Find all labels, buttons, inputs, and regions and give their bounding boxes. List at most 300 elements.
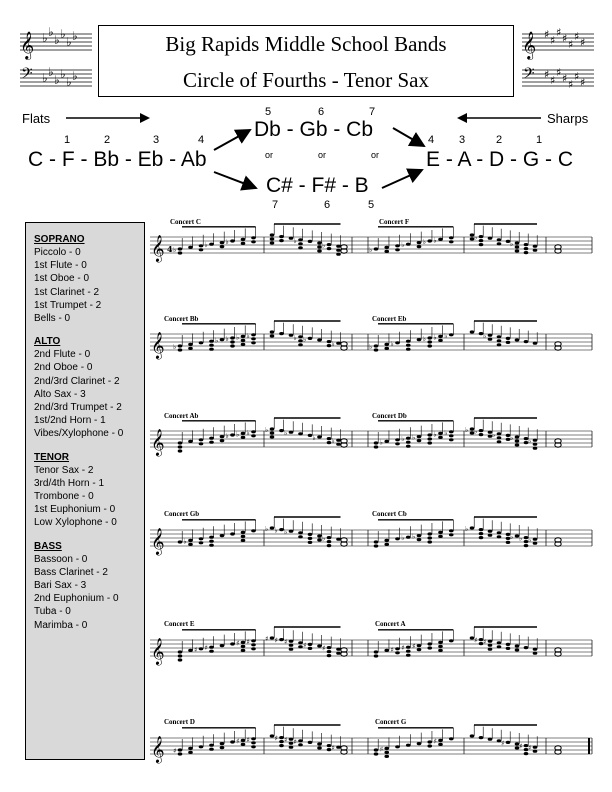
note-head (199, 537, 204, 540)
part-line: 2nd/3rd Trumpet - 2 (34, 402, 122, 414)
note-head (209, 344, 214, 347)
note-head (178, 344, 183, 347)
note-head (506, 741, 511, 744)
flat-icon: ♭ (528, 437, 532, 446)
svg-text:♭: ♭ (66, 75, 72, 89)
note-head (488, 237, 493, 240)
part-line: Tuba - 0 (34, 606, 71, 618)
flat-icon: ♭ (225, 335, 229, 343)
note-head (524, 251, 529, 254)
treble-clef-icon: 𝄞 (151, 737, 165, 763)
note-head (199, 442, 204, 445)
part-line: Bassoon - 0 (34, 553, 88, 565)
note-head (241, 743, 246, 746)
note-head (506, 337, 511, 340)
note-head (449, 639, 454, 642)
part-line: Vibes/Xylophone - 0 (34, 428, 124, 440)
note-head (241, 535, 246, 538)
svg-text:♭: ♭ (66, 35, 72, 49)
flat-icon: ♭ (474, 427, 478, 436)
note-head (384, 747, 389, 750)
note-head (251, 529, 256, 532)
note-head (178, 748, 183, 751)
note-head (209, 748, 214, 751)
note-head (336, 648, 341, 651)
note-head (308, 240, 313, 243)
part-line: Alto Sax - 3 (34, 388, 86, 400)
section-title-bass: BASS (34, 540, 62, 552)
note-head (449, 529, 454, 532)
note-head (438, 339, 443, 342)
part-line: Tenor Sax - 2 (34, 464, 94, 476)
scale-label: Concert Db (372, 412, 407, 420)
note-head (230, 239, 235, 242)
note-head (417, 338, 422, 341)
note-head (241, 238, 246, 241)
note-head (270, 237, 275, 240)
note-head (497, 432, 502, 435)
note-head (395, 647, 400, 650)
note-head (449, 236, 454, 239)
note-head (209, 348, 214, 351)
note-head (488, 644, 493, 647)
sharp-icon: ♯ (194, 645, 198, 654)
note-head (178, 658, 183, 661)
note-head (395, 651, 400, 654)
note-head (427, 540, 432, 543)
sharp-icon: ♯ (519, 742, 523, 751)
svg-text:𝄞: 𝄞 (522, 31, 537, 59)
note-head (449, 434, 454, 437)
part-line: 1st Clarinet - 2 (34, 286, 100, 298)
note-head (438, 739, 443, 742)
flat-icon: ♭ (465, 426, 469, 434)
note-head (374, 344, 379, 347)
note-head (317, 746, 322, 749)
note-head (241, 436, 246, 439)
note-head (209, 646, 214, 649)
note-head (427, 441, 432, 444)
scale-label: Concert E (164, 620, 195, 628)
note-head (327, 540, 332, 543)
note-head (279, 332, 284, 335)
svg-text:♭: ♭ (48, 65, 54, 79)
note-head (479, 429, 484, 432)
note-head (406, 536, 411, 539)
sharp-number: 3 (459, 134, 466, 146)
part-line: 1st Flute - 0 (34, 260, 87, 272)
note-head (178, 650, 183, 653)
note-head (497, 242, 502, 245)
note-head (178, 348, 183, 351)
sharp-icon: ♯ (331, 744, 335, 753)
note-head (220, 241, 225, 244)
note-head (289, 644, 294, 647)
note-head (417, 245, 422, 248)
note-head (251, 341, 256, 344)
note-head (384, 543, 389, 546)
note-head (188, 440, 193, 443)
note-head (298, 432, 303, 435)
note-head (506, 647, 511, 650)
note-head (199, 647, 204, 650)
note-head (270, 334, 275, 337)
note-head (209, 536, 214, 539)
note-head (515, 443, 520, 446)
note-head (178, 449, 183, 452)
note-head (251, 430, 256, 433)
note-head (199, 244, 204, 247)
note-head (384, 343, 389, 346)
note-head (488, 530, 493, 533)
part-line: Low Xylophone - 0 (34, 517, 117, 529)
flat-icon: ♭ (422, 238, 427, 246)
note-head (308, 337, 313, 340)
note-head (533, 439, 538, 442)
note-head (524, 340, 529, 343)
flat-icon: ♭ (474, 233, 478, 242)
flat-icon: ♭ (510, 240, 514, 248)
note-head (188, 347, 193, 350)
note-head (178, 441, 183, 444)
svg-text:♯: ♯ (580, 36, 586, 49)
note-head (406, 437, 411, 440)
note-head (279, 744, 284, 747)
flat-icon: ♭ (465, 525, 469, 533)
note-head (479, 536, 484, 539)
flat-number: 2 (104, 134, 111, 146)
note-head (515, 338, 520, 341)
note-head (427, 437, 432, 440)
scale-label: Concert Ab (164, 412, 199, 420)
part-line: Bells - 0 (34, 313, 71, 325)
note-head (533, 249, 538, 252)
note-head (251, 639, 256, 642)
note-head (417, 435, 422, 438)
svg-text:♯: ♯ (556, 66, 562, 79)
page-title: Big Rapids Middle School Bands (165, 32, 447, 56)
note-head (438, 436, 443, 439)
sharp-icon: ♯ (390, 645, 394, 654)
flat-icon: ♭ (293, 236, 297, 245)
note-head (251, 643, 256, 646)
note-head (308, 741, 313, 744)
note-head (270, 435, 275, 438)
flat-icon: ♭ (183, 537, 187, 546)
lower-number: 7 (272, 199, 279, 211)
section-title-tenor: TENOR (34, 451, 69, 463)
lower-number: 6 (324, 199, 331, 211)
svg-text:𝄢: 𝄢 (523, 65, 535, 86)
note-head (336, 538, 341, 541)
note-head (289, 530, 294, 533)
note-head (374, 752, 379, 755)
section-title-soprano: SOPRANO (34, 234, 85, 245)
note-head (533, 750, 538, 753)
note-head (220, 534, 225, 537)
note-head (199, 541, 204, 544)
part-line: Bass Clarinet - 2 (34, 566, 108, 578)
note-head (327, 646, 332, 649)
note-head (524, 243, 529, 246)
sharp-key-sequence: E - A - D - G - C (426, 148, 574, 171)
note-head (241, 645, 246, 648)
flat-icon: ♭ (246, 428, 250, 437)
svg-text:𝄞: 𝄞 (20, 31, 35, 59)
flat-icon: ♭ (433, 430, 437, 439)
flat-icon: ♭ (433, 236, 437, 245)
svg-text:♭: ♭ (72, 29, 78, 43)
treble-clef-icon: 𝄞 (151, 333, 165, 359)
note-head (438, 641, 443, 644)
note-head (479, 528, 484, 531)
note-head (488, 338, 493, 341)
flat-icon: ♭ (412, 532, 416, 541)
note-head (251, 434, 256, 437)
note-head (497, 238, 502, 241)
flat-icon: ♭ (312, 434, 316, 442)
part-line: Marimba - 0 (34, 619, 88, 631)
note-head (470, 734, 475, 737)
note-head (515, 241, 520, 244)
lower-number: 5 (368, 199, 375, 211)
note-head (336, 253, 341, 256)
note-head (270, 330, 275, 333)
flat-icon: ♭ (379, 438, 384, 447)
flat-icon: ♭ (265, 426, 269, 434)
note-head (515, 245, 520, 248)
note-head (533, 652, 538, 655)
treble-clef-icon: 𝄞 (151, 236, 165, 262)
note-head (449, 430, 454, 433)
note-head (449, 533, 454, 536)
flat-icon: ♭ (369, 246, 373, 254)
note-head (251, 647, 256, 650)
note-head (374, 654, 379, 657)
flat-icon: ♭ (433, 333, 437, 342)
note-head (488, 738, 493, 741)
flat-icon: ♭ (236, 333, 240, 342)
flat-icon: ♭ (322, 241, 326, 250)
note-head (449, 438, 454, 441)
note-head (209, 243, 214, 246)
note-head (479, 532, 484, 535)
note-head (384, 250, 389, 253)
note-head (406, 441, 411, 444)
note-head (241, 531, 246, 534)
note-head (327, 243, 332, 246)
svg-text:♯: ♯ (550, 74, 556, 87)
scale-label: Concert Eb (372, 315, 407, 323)
note-head (427, 536, 432, 539)
flat-icon: ♭ (483, 332, 487, 341)
note-head (317, 742, 322, 745)
note-head (230, 340, 235, 343)
flat-icon: ♭ (401, 534, 405, 543)
note-head (384, 751, 389, 754)
note-head (417, 534, 422, 537)
flat-icon: ♭ (303, 335, 307, 344)
note-head (524, 544, 529, 547)
note-head (270, 233, 275, 236)
page-subtitle: Circle of Fourths - Tenor Sax (182, 68, 430, 92)
note-head (427, 646, 432, 649)
note-head (178, 247, 183, 250)
sharp-number: 4 (428, 134, 435, 146)
note-head (188, 747, 193, 750)
flat-icon: ♭ (331, 340, 335, 349)
note-head (188, 751, 193, 754)
note-head (395, 248, 400, 251)
note-head (533, 648, 538, 651)
note-head (220, 435, 225, 438)
note-head (298, 535, 303, 538)
note-head (488, 648, 493, 651)
note-head (470, 526, 475, 529)
note-head (230, 344, 235, 347)
part-line: 2nd Euphonium - 0 (34, 593, 119, 605)
note-head (199, 438, 204, 441)
note-head (220, 742, 225, 745)
note-head (497, 440, 502, 443)
note-head (438, 531, 443, 534)
or-label: or (371, 150, 380, 160)
svg-text:𝄢: 𝄢 (21, 65, 33, 86)
note-head (251, 745, 256, 748)
note-head (298, 242, 303, 245)
note-head (524, 752, 529, 755)
note-head (220, 338, 225, 341)
note-head (417, 538, 422, 541)
note-head (406, 445, 411, 448)
note-head (488, 640, 493, 643)
flat-icon: ♭ (528, 536, 532, 545)
note-head (251, 741, 256, 744)
sharp-icon: ♯ (474, 636, 478, 645)
note-head (524, 646, 529, 649)
svg-text:♭: ♭ (54, 33, 60, 47)
note-head (479, 239, 484, 242)
scale-label: Concert G (375, 718, 407, 726)
note-head (230, 336, 235, 339)
note-head (374, 441, 379, 444)
note-head (327, 650, 332, 653)
treble-clef-icon: 𝄞 (151, 430, 165, 456)
note-head (327, 247, 332, 250)
note-head (406, 344, 411, 347)
note-head (209, 744, 214, 747)
note-head (438, 649, 443, 652)
svg-text:♭: ♭ (42, 71, 48, 85)
note-head (241, 649, 246, 652)
note-head (220, 746, 225, 749)
sharp-icon: ♯ (274, 636, 278, 645)
note-head (374, 650, 379, 653)
svg-text:♯: ♯ (580, 76, 586, 89)
note-head (270, 431, 275, 434)
note-head (289, 648, 294, 651)
flat-icon: ♭ (246, 331, 250, 340)
note-head (497, 531, 502, 534)
flat-icon: ♭ (401, 435, 405, 444)
scale-label: Concert D (164, 718, 195, 726)
scale-label: Concert Cb (372, 510, 407, 518)
note-head (298, 246, 303, 249)
note-head (438, 645, 443, 648)
sharp-number: 1 (536, 134, 543, 146)
note-head (178, 251, 183, 254)
note-head (241, 343, 246, 346)
note-head (479, 433, 484, 436)
sharp-icon: ♯ (501, 739, 505, 748)
note-head (515, 648, 520, 651)
flat-icon: ♭ (401, 241, 405, 250)
note-head (406, 243, 411, 246)
scale-label: Concert Bb (164, 315, 199, 323)
note-head (209, 441, 214, 444)
note-head (230, 532, 235, 535)
note-head (241, 335, 246, 338)
part-line: 1st Euphonium - 0 (34, 504, 116, 516)
note-head (308, 541, 313, 544)
note-head (298, 531, 303, 534)
part-line: 2nd Flute - 0 (34, 349, 91, 361)
note-head (533, 542, 538, 545)
note-head (327, 544, 332, 547)
note-head (230, 642, 235, 645)
svg-text:♭: ♭ (42, 31, 48, 45)
note-head (533, 447, 538, 450)
note-head (336, 443, 341, 446)
treble-clef-icon: 𝄞 (151, 529, 165, 555)
note-head (406, 650, 411, 653)
note-head (327, 654, 332, 657)
note-head (209, 437, 214, 440)
note-head (251, 236, 256, 239)
note-head (479, 235, 484, 238)
flat-icon: ♭ (492, 430, 496, 439)
note-head (251, 737, 256, 740)
note-head (417, 241, 422, 244)
note-head (241, 739, 246, 742)
note-head (506, 341, 511, 344)
or-label: or (265, 150, 274, 160)
note-head (533, 342, 538, 345)
note-head (427, 433, 432, 436)
part-line: Trombone - 0 (34, 491, 94, 503)
svg-text:♭: ♭ (48, 25, 54, 39)
note-head (289, 746, 294, 749)
note-head (289, 640, 294, 643)
flat-icon: ♭ (331, 437, 335, 446)
note-head (270, 241, 275, 244)
part-line: 3rd/4th Horn - 1 (34, 477, 105, 489)
note-head (199, 248, 204, 251)
note-head (384, 539, 389, 542)
sharp-icon: ♯ (303, 641, 307, 650)
note-head (199, 745, 204, 748)
part-line: Bari Sax - 3 (34, 580, 87, 592)
note-head (317, 338, 322, 341)
note-head (395, 745, 400, 748)
note-head (488, 334, 493, 337)
note-head (384, 649, 389, 652)
flat-icon: ♭ (510, 434, 514, 442)
part-line: Piccolo - 0 (34, 247, 81, 258)
note-head (241, 242, 246, 245)
sharp-icon: ♯ (322, 644, 326, 653)
flat-icon: ♭ (173, 343, 177, 351)
